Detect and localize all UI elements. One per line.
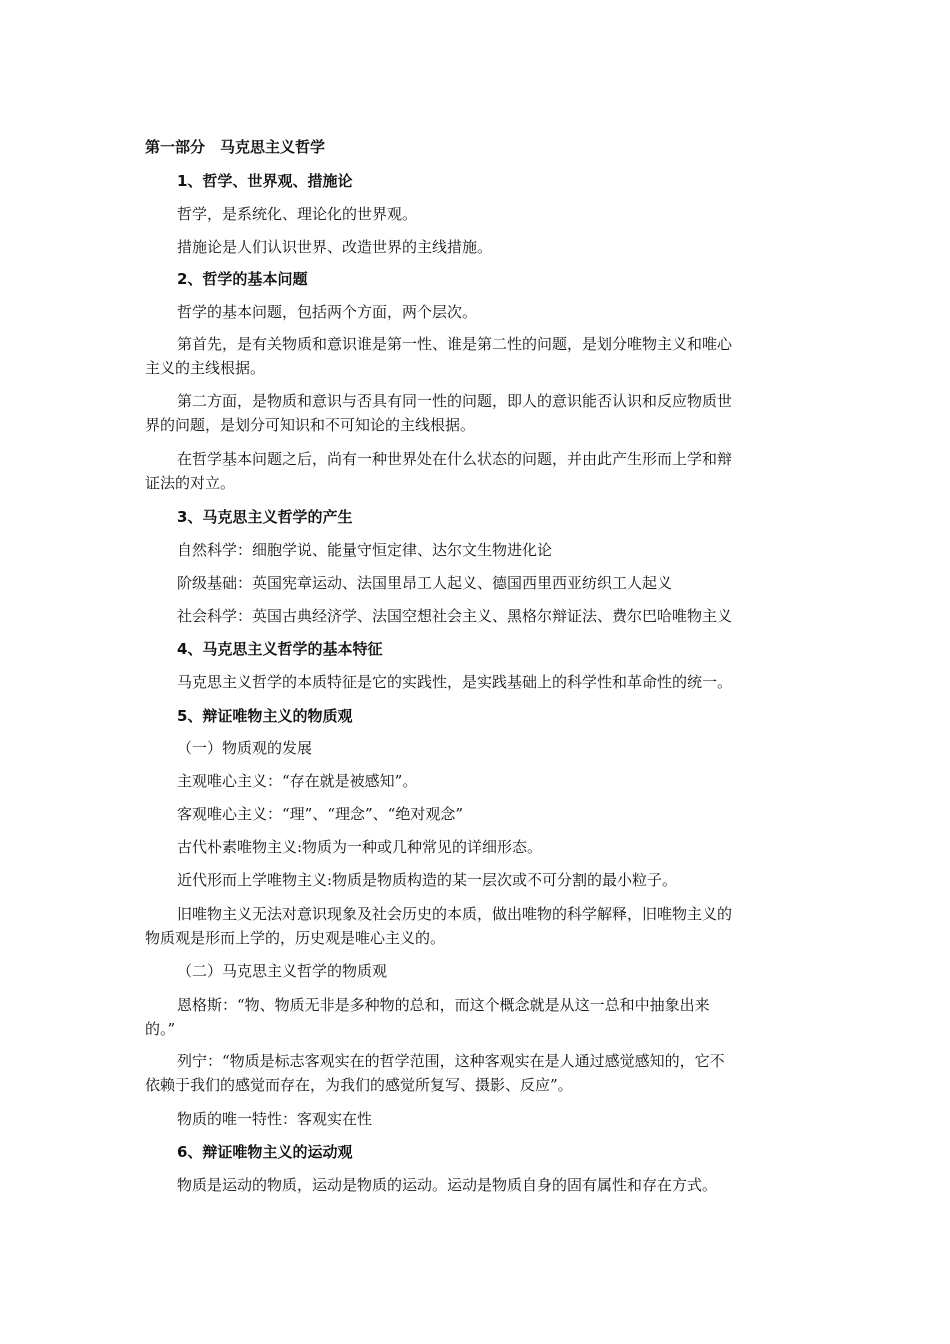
paragraph-line: 古代朴素唯物主义:物质为一种或几种常见的详细形态。 <box>177 838 543 856</box>
section-heading: 5、辩证唯物主义的物质观 <box>177 707 353 725</box>
section-heading: 3、马克思主义哲学的产生 <box>177 508 353 526</box>
paragraph-line: 马克思主义哲学的本质特征是它的实践性，是实践基础上的科学性和革命性的统一。 <box>177 673 733 691</box>
paragraph-line: 主观唯心主义：“存在就是被感知”。 <box>177 772 418 790</box>
paragraph-line: 阶级基础：英国宪章运动、法国里昂工人起义、德国西里西亚纺织工人起义 <box>177 574 673 592</box>
paragraph-line: 物质的唯一特性：客观实在性 <box>177 1110 373 1128</box>
paragraph-continuation: 依赖于我们的感觉而存在，为我们的感觉所复写、摄影、反应”。 <box>145 1076 573 1094</box>
document-title: 第一部分 马克思主义哲学 <box>145 138 326 156</box>
paragraph-line: 哲学的基本问题，包括两个方面，两个层次。 <box>177 303 478 321</box>
section-heading: 1、哲学、世界观、措施论 <box>177 172 353 190</box>
section-heading: 6、辩证唯物主义的运动观 <box>177 1143 353 1161</box>
paragraph-line: （一）物质观的发展 <box>177 739 313 757</box>
paragraph-line: 旧唯物主义无法对意识现象及社会历史的本质，做出唯物的科学解释，旧唯物主义的 <box>177 905 733 923</box>
paragraph-line: 社会科学：英国古典经济学、法国空想社会主义、黑格尔辩证法、费尔巴哈唯物主义 <box>177 607 733 625</box>
paragraph-line: 第二方面，是物质和意识与否具有同一性的问题，即人的意识能否认识和反应物质世 <box>177 392 733 410</box>
paragraph-line: 哲学，是系统化、理论化的世界观。 <box>177 205 418 223</box>
paragraph-continuation: 证法的对立。 <box>145 474 236 492</box>
paragraph-line: 近代形而上学唯物主义:物质是物质构造的某一层次或不可分割的最小粒子。 <box>177 871 678 889</box>
paragraph-continuation: 的。” <box>145 1020 176 1038</box>
paragraph-line: （二）马克思主义哲学的物质观 <box>177 962 388 980</box>
paragraph-continuation: 物质观是形而上学的，历史观是唯心主义的。 <box>145 929 446 947</box>
section-heading: 4、马克思主义哲学的基本特征 <box>177 640 383 658</box>
paragraph-line: 列宁：“物质是标志客观实在的哲学范围，这种客观实在是人通过感觉感知的，它不 <box>177 1052 725 1070</box>
paragraph-line: 措施论是人们认识世界、改造世界的主线措施。 <box>177 238 493 256</box>
paragraph-line: 客观唯心主义：“理”、“理念”、“绝对观念” <box>177 805 464 823</box>
paragraph-line: 物质是运动的物质，运动是物质的运动。运动是物质自身的固有属性和存在方式。 <box>177 1176 718 1194</box>
paragraph-line: 第首先，是有关物质和意识谁是第一性、谁是第二性的问题，是划分唯物主义和唯心 <box>177 335 733 353</box>
section-heading: 2、哲学的基本问题 <box>177 270 308 288</box>
paragraph-line: 在哲学基本问题之后，尚有一种世界处在什么状态的问题，并由此产生形而上学和辩 <box>177 450 733 468</box>
paragraph-line: 自然科学：细胞学说、能量守恒定律、达尔文生物进化论 <box>177 541 553 559</box>
paragraph-continuation: 界的问题，是划分可知识和不可知论的主线根据。 <box>145 416 476 434</box>
paragraph-line: 恩格斯：“物、物质无非是多种物的总和，而这个概念就是从这一总和中抽象出来 <box>177 996 710 1014</box>
paragraph-continuation: 主义的主线根据。 <box>145 359 266 377</box>
